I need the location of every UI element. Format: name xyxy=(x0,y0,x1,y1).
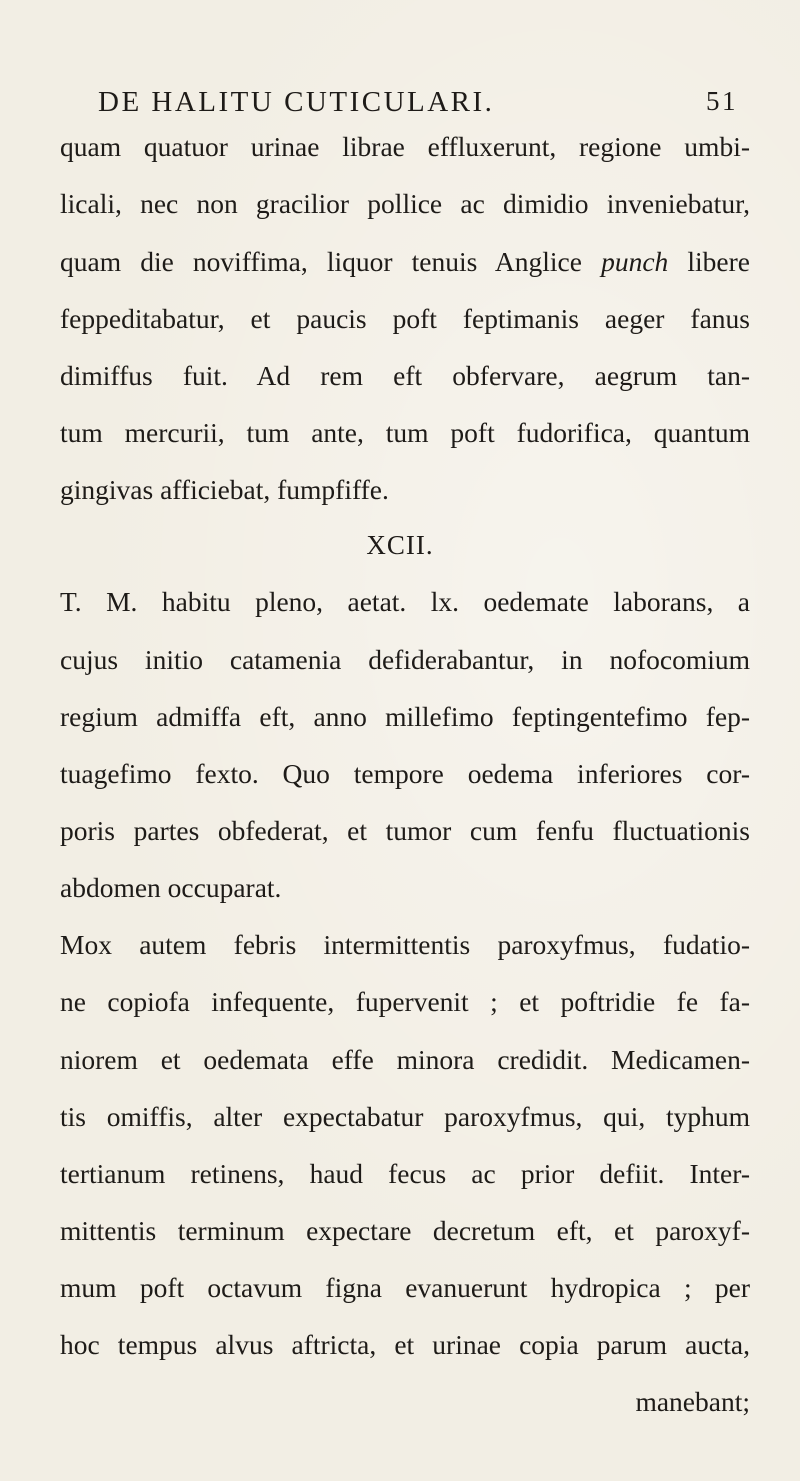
text-line: tis omiffis, alter expectabatur paroxyfmus, qui, typhum xyxy=(60,1101,750,1132)
text-line: abdomen occuparat. xyxy=(60,872,282,903)
text-line: regium admiffa eft, anno millefimo feptingentefimo fep- xyxy=(60,701,750,732)
text-line: mum poft octavum figna evanuerunt hydropica ; per xyxy=(60,1272,750,1303)
text-line: poris partes obfederat, et tumor cum fenfu fluctuationis xyxy=(60,815,750,846)
text-line: hoc tempus alvus aftricta, et urinae copia parum aucta, xyxy=(60,1329,750,1360)
running-title: DE HALITU CUTICULARI. xyxy=(98,86,495,118)
section-heading: XCII. xyxy=(366,530,434,560)
text-line: niorem et oedemata effe minora credidit. Medicamen- xyxy=(60,1044,750,1075)
text-line: mittentis terminum expectare decretum eft, et paroxyf- xyxy=(60,1215,750,1246)
line-prefix: quam die noviffima, liquor tenuis Anglice xyxy=(60,246,582,277)
text-line: cujus initio catamenia defiderabantur, in nofocomium xyxy=(60,644,750,675)
text-line: dimiffus fuit. Ad rem eft obfervare, aegrum tan- xyxy=(60,360,750,391)
text-line: tum mercurii, tum ante, tum poft fudorifica, quantum xyxy=(60,417,750,448)
text-line: Mox autem febris intermittentis paroxyfmus, fudatio- xyxy=(60,929,750,960)
text-line: licali, nec non gracilior pollice ac dimidio inveniebatur, xyxy=(60,188,750,219)
running-header xyxy=(98,86,738,126)
text-line: T. M. habitu pleno, aetat. lx. oedemate laborans, a xyxy=(60,586,750,617)
text-line: tuagefimo fexto. Quo tempore oedema inferiores cor- xyxy=(60,758,750,789)
page-number: 51 xyxy=(706,86,738,116)
line-suffix: libere xyxy=(687,246,750,277)
text-line: quam quatuor urinae librae effluxerunt, regione umbi- xyxy=(60,131,750,162)
text-line: ne copiofa infequente, fupervenit ; et poftridie fe fa- xyxy=(60,986,750,1017)
catchword: manebant; xyxy=(635,1386,750,1417)
italic-word: punch xyxy=(601,246,669,277)
text-line: feppeditabatur, et paucis poft feptimanis aeger fanus xyxy=(60,303,750,334)
text-line: gingivas afficiebat, fumpfiffe. xyxy=(60,474,389,505)
text-line: tertianum retinens, haud fecus ac prior defiit. Inter- xyxy=(60,1158,750,1189)
text-line-with-italic xyxy=(60,246,750,278)
